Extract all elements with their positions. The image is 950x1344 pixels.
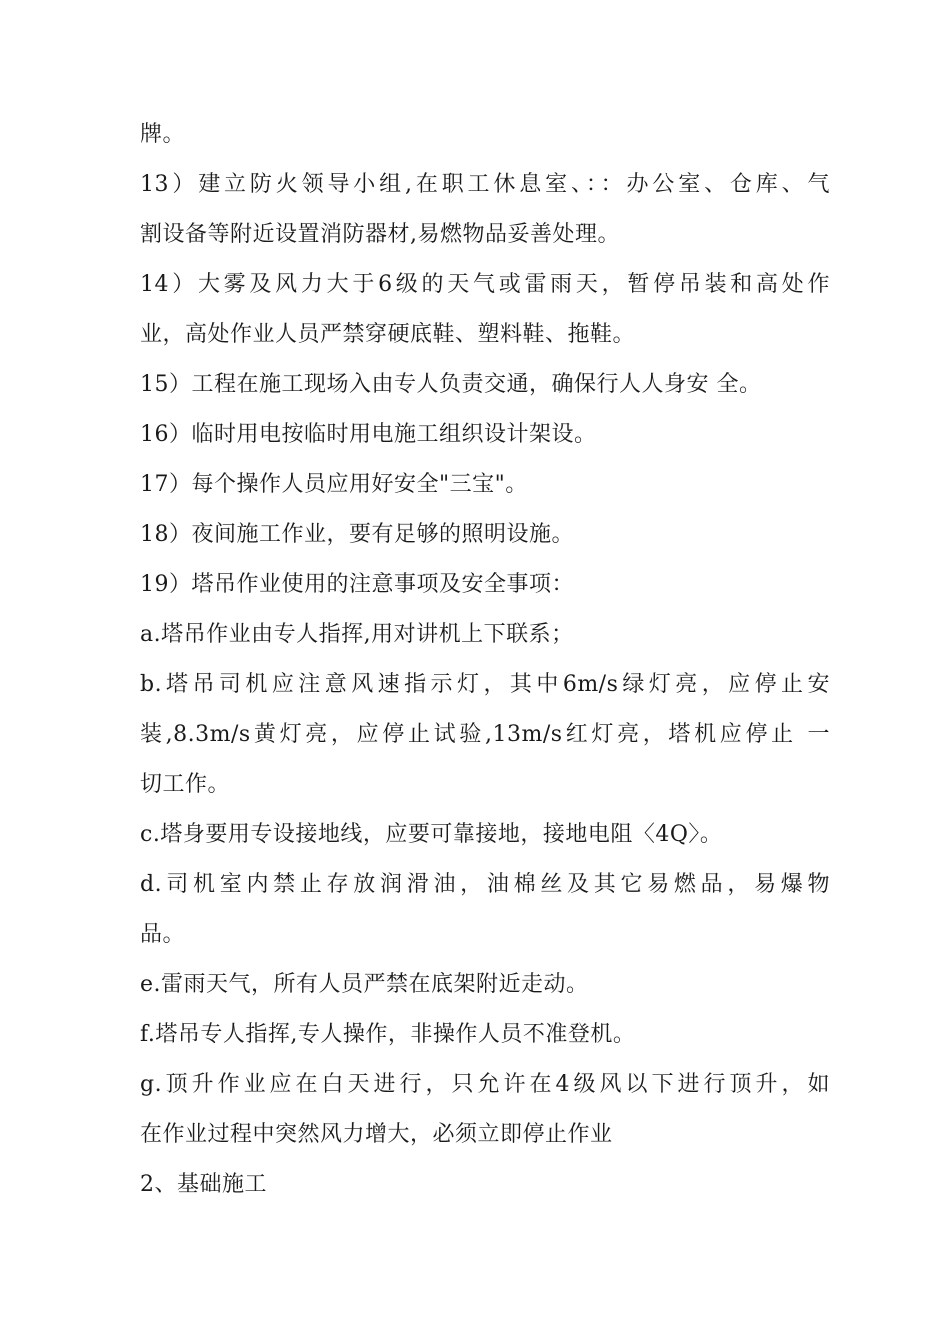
text-line: 品。 [140, 922, 186, 947]
text-line: 切工作。 [140, 772, 231, 797]
text-line: a.塔吊作业由专人指挥,用对讲机上下联系； [140, 622, 574, 647]
text-line: c.塔身要用专设接地线，应要可靠接地，接地电阻〈4Q〉。 [140, 822, 723, 847]
text-line: 18）夜间施工作业，要有足够的照明设施。 [140, 522, 574, 547]
text-line: 17）每个操作人员应用好安全"三宝"。 [140, 472, 528, 497]
text-line: d.司机室内禁止存放润滑油，油棉丝及其它易燃品，易爆物 [140, 872, 830, 897]
text-line: e.雷雨天气，所有人员严禁在底架附近走动。 [140, 972, 589, 997]
text-line: 19）塔吊作业使用的注意事项及安全事项： [140, 572, 574, 597]
text-line: f.塔吊专人指挥,专人操作，非操作人员不准登机。 [140, 1022, 636, 1047]
document-body [140, 110, 830, 1210]
text-line: g.顶升作业应在白天进行，只允许在4级风以下进行顶升，如 [140, 1072, 830, 1097]
text-line: 牌。 [140, 122, 186, 147]
section-heading: 2、基础施工 [140, 1172, 267, 1197]
text-line: 14）大雾及风力大于6级的天气或雷雨天，暂停吊装和高处作 [140, 272, 830, 297]
text-line: 装,8.3m/s黄灯亮，应停止试验,13m/s红灯亮，塔机应停止 一 [140, 722, 830, 747]
text-line: 15）工程在施工现场入由专人负责交通，确保行人人身安 全。 [140, 372, 762, 397]
text-line: b.塔吊司机应注意风速指示灯，其中6m/s绿灯亮，应停止安 [140, 672, 830, 697]
text-line: 13）建立防火领导小组,在职工休息室、：：办公室、仓库、气 [140, 172, 830, 197]
text-line: 在作业过程中突然风力增大，必须立即停止作业 [140, 1122, 613, 1147]
text-line: 割设备等附近设置消防器材,易燃物品妥善处理。 [140, 222, 620, 247]
text-line: 16）临时用电按临时用电施工组织设计架设。 [140, 422, 597, 447]
text-line: 业，高处作业人员严禁穿硬底鞋、塑料鞋、拖鞋。 [140, 322, 636, 347]
